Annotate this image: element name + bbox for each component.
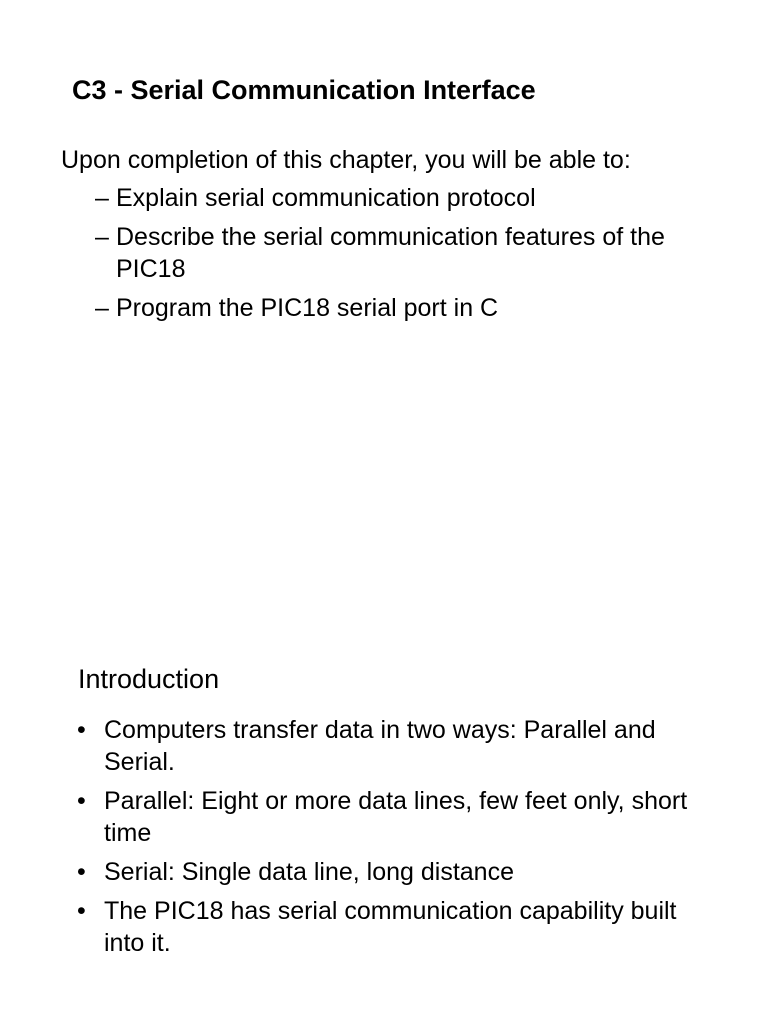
bullet-text: The PIC18 has serial communication capability built into it. bbox=[104, 897, 677, 957]
objective-item bbox=[95, 182, 735, 214]
objective-text: Program the PIC18 serial port in C bbox=[116, 294, 499, 322]
slide-title: Introduction bbox=[78, 664, 220, 694]
objectives-intro: Upon completion of this chapter, you will be able to: bbox=[61, 146, 631, 174]
bullet-marker: • bbox=[77, 897, 86, 925]
objective-item bbox=[95, 221, 735, 285]
dash-marker: – bbox=[95, 223, 109, 251]
objective-text: Explain serial communication protocol bbox=[116, 184, 536, 212]
bullet-item bbox=[77, 856, 697, 888]
slide-title: C3 - Serial Communication Interface bbox=[72, 75, 536, 105]
bullet-marker: • bbox=[77, 787, 86, 815]
bullet-list bbox=[77, 714, 697, 966]
bullet-marker: • bbox=[77, 716, 86, 744]
dash-marker: – bbox=[95, 184, 109, 212]
bullet-text: Computers transfer data in two ways: Parallel and Serial. bbox=[104, 716, 656, 776]
objective-text: Describe the serial communication features of the PIC18 bbox=[116, 223, 665, 283]
bullet-item bbox=[77, 895, 697, 959]
bullet-marker: • bbox=[77, 858, 86, 886]
objectives-list bbox=[95, 182, 735, 331]
bullet-text: Parallel: Eight or more data lines, few feet only, short time bbox=[104, 787, 688, 847]
bullet-text: Serial: Single data line, long distance bbox=[104, 858, 514, 886]
slide-introduction bbox=[0, 512, 768, 1024]
dash-marker: – bbox=[95, 294, 109, 322]
bullet-item bbox=[77, 785, 697, 849]
objective-item bbox=[95, 292, 735, 324]
bullet-item bbox=[77, 714, 697, 778]
